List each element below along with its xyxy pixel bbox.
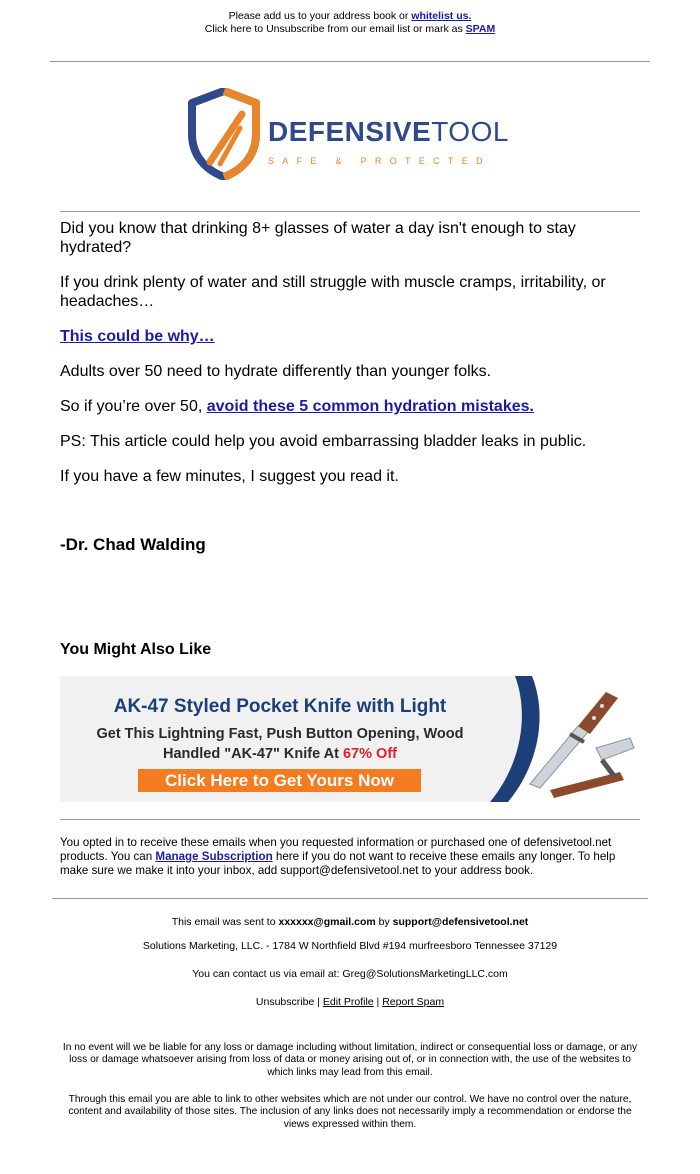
whitelist-link[interactable]: whitelist us. xyxy=(411,10,472,22)
you-might-also-like-heading: You Might Also Like xyxy=(60,641,212,658)
knife-ad-banner[interactable] xyxy=(60,676,640,802)
banner-subtitle xyxy=(80,724,480,764)
legal-disclaimer-1: In no event will we be liable for any loss or damage including without limitation, indirect or consequential loss or damage, or any loss or damage whatsoever arising from loss of data or money arising out of, or in connection with, the use of the websites to which links may lead from this email. xyxy=(62,1042,638,1078)
logo-brand-bold: DEFENSIVE xyxy=(268,116,432,147)
footer-sep-1: | xyxy=(314,996,323,1008)
this-could-be-why-link[interactable]: This could be why… xyxy=(60,328,215,345)
signature: -Dr. Chad Walding xyxy=(60,535,206,554)
footer-sent-mid: by xyxy=(375,916,393,928)
banner-subtitle-line-2-prefix: Handled "AK-47" Knife At xyxy=(163,746,343,762)
logo-wordmark xyxy=(268,116,509,148)
footer-divider xyxy=(52,898,648,899)
shield-icon xyxy=(184,88,264,180)
optin-notice xyxy=(60,836,645,878)
banner-title: AK-47 Styled Pocket Knife with Light xyxy=(113,696,447,717)
footer-sep-2: | xyxy=(373,996,383,1008)
logo-tagline: SAFE & PROTECTED xyxy=(268,156,491,166)
body-paragraph-3: Adults over 50 need to hydrate differently than younger folks. xyxy=(60,363,492,380)
footer-sent-prefix: This email was sent to xyxy=(171,916,279,928)
banner-discount: 67% Off xyxy=(342,746,397,762)
banner-divider xyxy=(60,819,640,820)
defensivetool-logo[interactable] xyxy=(184,88,536,180)
footer-recipient: xxxxxx@gmail.com xyxy=(278,916,376,928)
body-paragraph-5: PS: This article could help you avoid embarrassing bladder leaks in public. xyxy=(60,433,587,450)
preheader-line-1 xyxy=(0,10,700,23)
footer-links xyxy=(0,996,700,1009)
banner-subtitle-line-2 xyxy=(80,744,480,764)
manage-subscription-link[interactable]: Manage Subscription xyxy=(155,850,273,863)
footer-address: Solutions Marketing, LLC. - 1784 W Northfield Blvd #194 murfreesboro Tennessee 37129 xyxy=(142,940,558,952)
optin-text-before: You opted in to receive these emails when you requested information or purchased one of defensivetool.net products. You can xyxy=(60,836,612,863)
body-paragraph-4-prefix: So if you’re over 50, xyxy=(60,398,207,415)
footer-sent-to xyxy=(0,916,700,929)
body-paragraph-6: If you have a few minutes, I suggest you read it. xyxy=(60,468,399,485)
hydration-mistakes-link[interactable]: avoid these 5 common hydration mistakes. xyxy=(206,398,534,415)
body-paragraph-2: If you drink plenty of water and still struggle with muscle cramps, irritability, or headaches… xyxy=(60,274,606,310)
content-divider xyxy=(60,211,640,212)
preheader-text-1: Please add us to your address book or xyxy=(228,10,412,22)
top-divider xyxy=(50,61,650,62)
banner-subtitle-line-1: Get This Lightning Fast, Push Button Opening, Wood xyxy=(96,726,464,742)
legal-disclaimer-2: Through this email you are able to link to other websites which are not under our control. We have no control over the nature, content and availability of those sites. The inclusion of any links does not necessarily imply a recommendation or endorse the views expressed within them. xyxy=(68,1094,632,1130)
body-paragraph-4 xyxy=(60,397,640,416)
email-body xyxy=(60,219,640,502)
optin-text-after: here if you do not want to receive these emails any longer. To help make sure we make it into your inbox, add support@defensivetool.net to your address book. xyxy=(60,850,616,877)
spam-link[interactable]: SPAM xyxy=(465,23,496,35)
unsubscribe-link[interactable]: Unsubscribe xyxy=(255,996,315,1008)
preheader xyxy=(0,10,700,36)
body-paragraph-1: Did you know that drinking 8+ glasses of water a day isn't enough to stay hydrated? xyxy=(60,220,576,256)
preheader-text-2: Click here to Unsubscribe from our email list or mark as xyxy=(204,23,466,35)
footer-sender: support@defensivetool.net xyxy=(392,916,529,928)
footer-contact: You can contact us via email at: Greg@SolutionsMarketingLLC.com xyxy=(192,968,508,980)
report-spam-link[interactable]: Report Spam xyxy=(382,996,445,1008)
logo-brand-light: TOOL xyxy=(431,116,509,147)
body-link-paragraph xyxy=(60,327,640,346)
banner-cta-button[interactable]: Click Here to Get Yours Now xyxy=(138,769,421,792)
preheader-line-2 xyxy=(0,23,700,36)
edit-profile-link[interactable]: Edit Profile xyxy=(322,996,374,1008)
knife-image xyxy=(510,676,640,802)
